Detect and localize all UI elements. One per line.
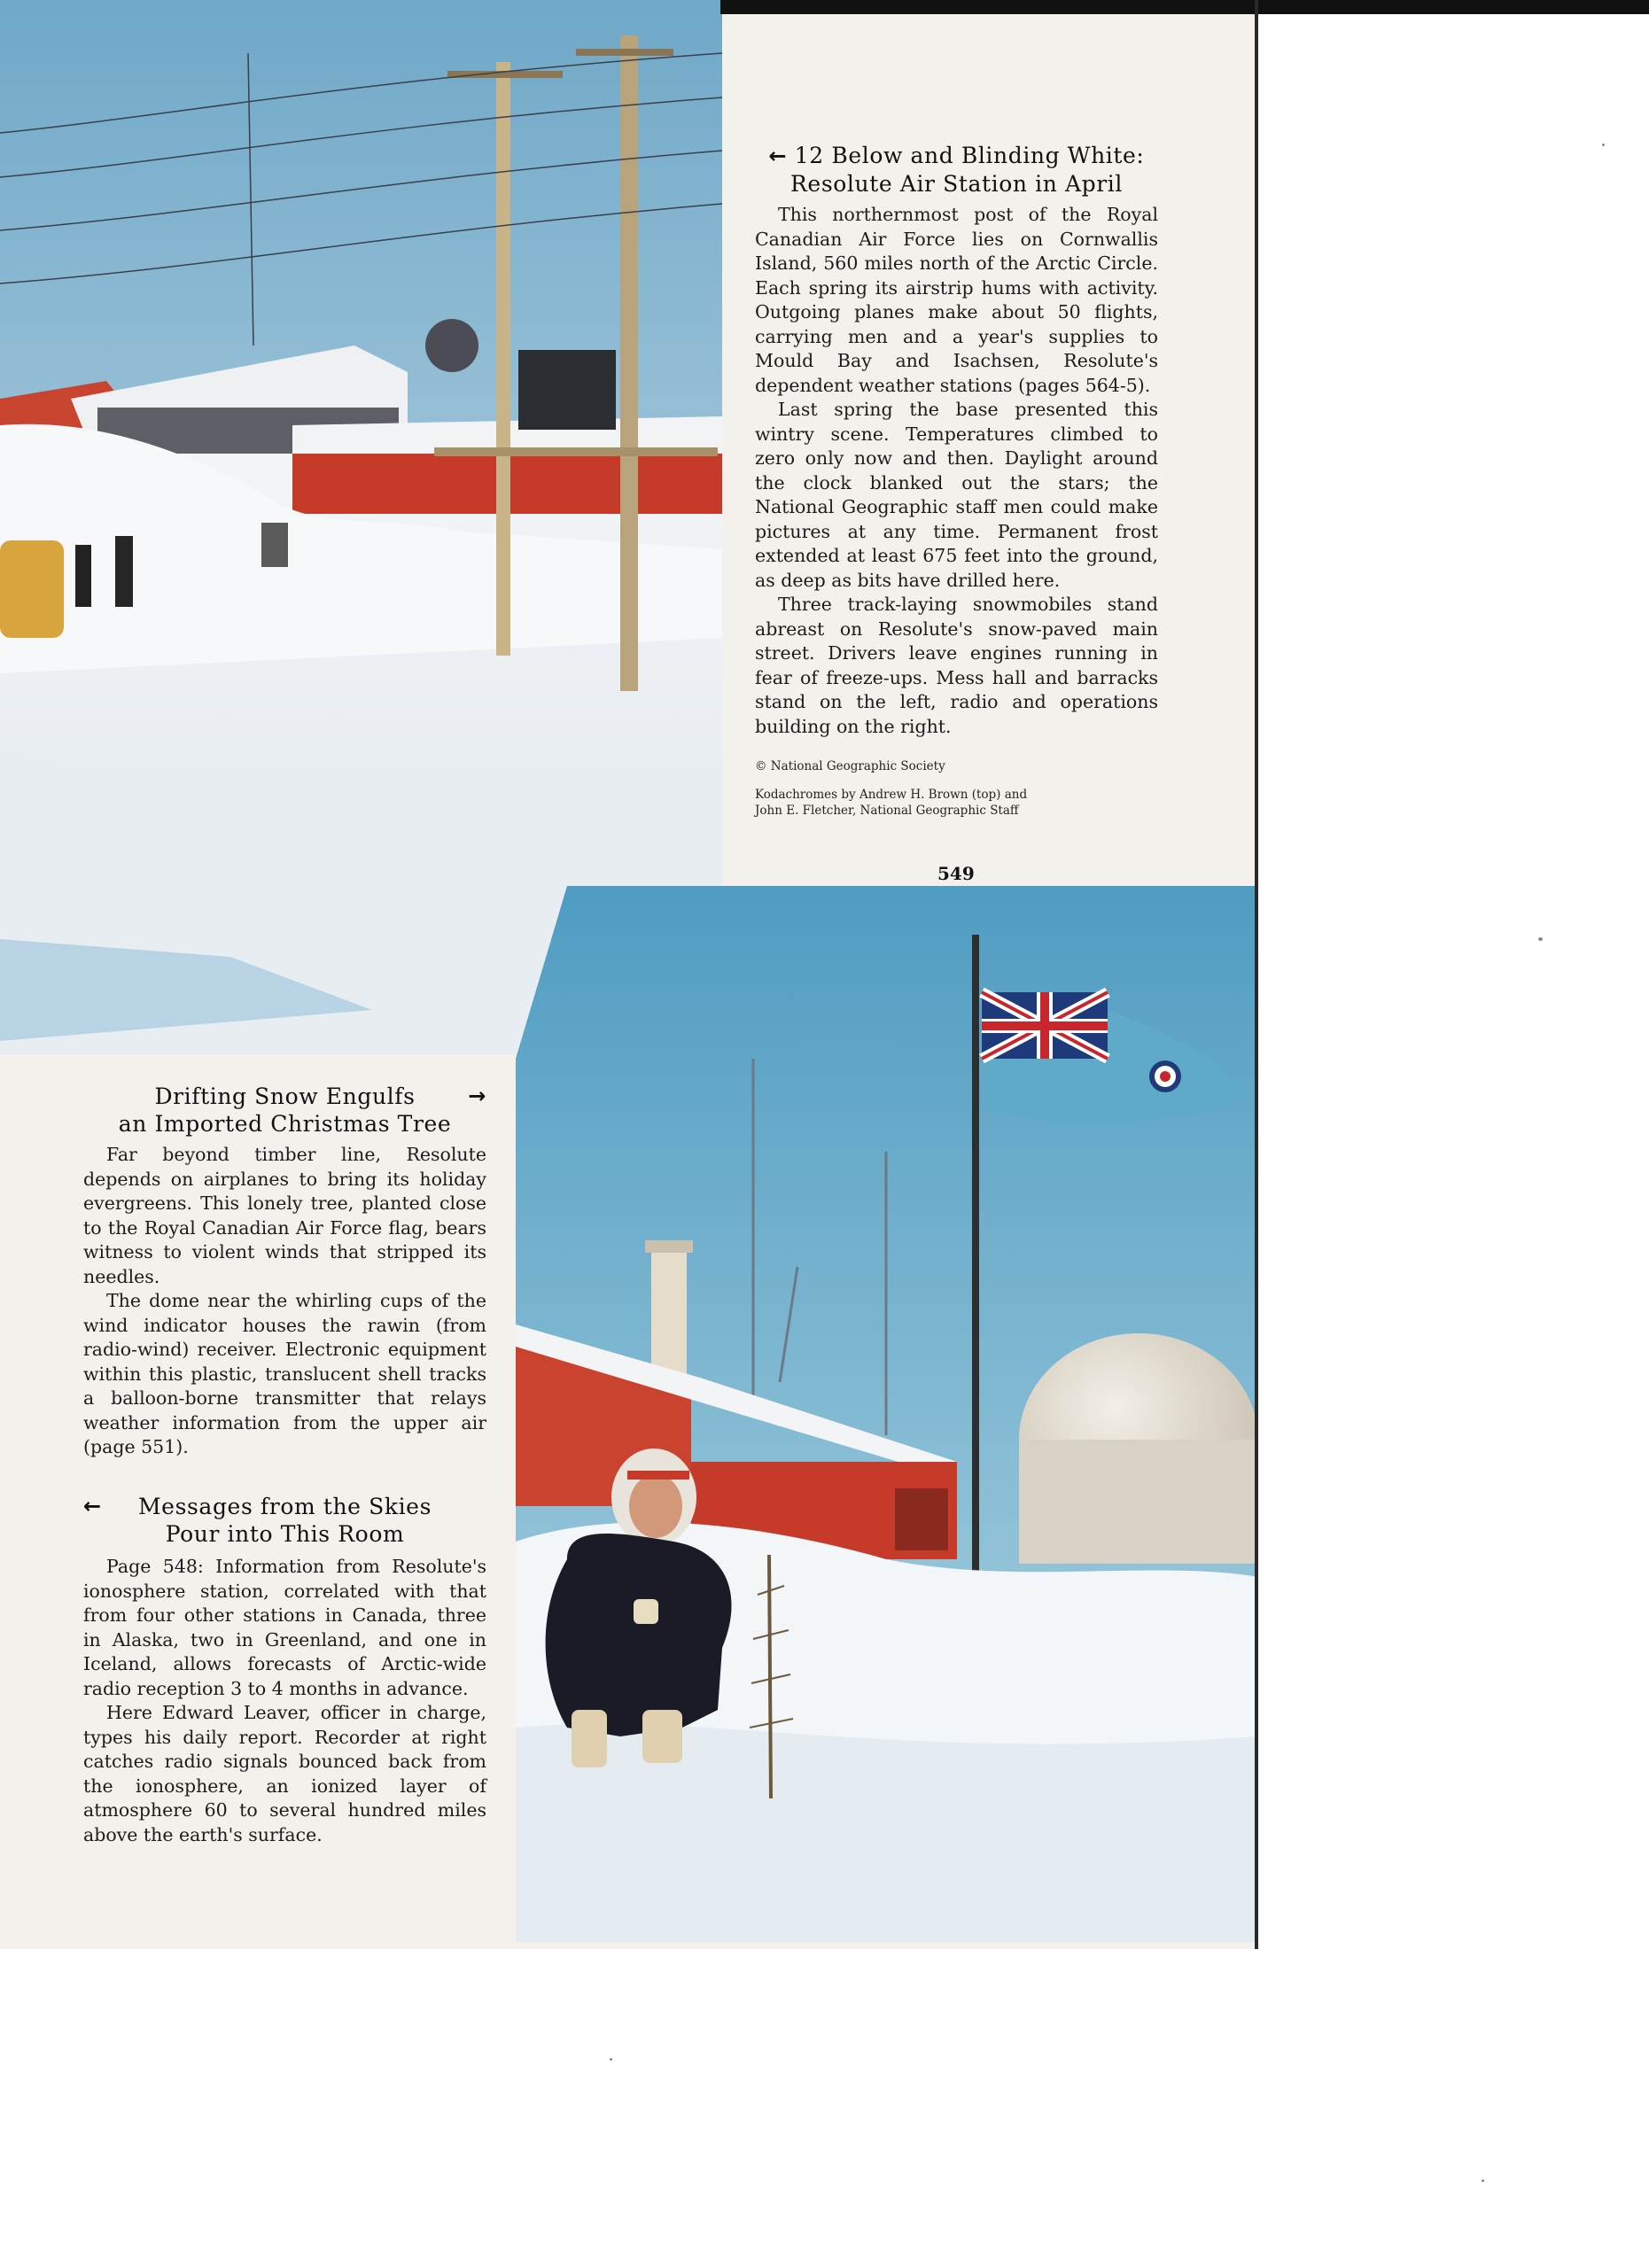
dust-speck (1538, 937, 1543, 941)
arrow-left-icon: ← (768, 144, 788, 168)
photo-credit-line2: John E. Fletcher, National Geographic Staff (755, 804, 1019, 818)
top-caption-title-line1: 12 Below and Blinding White: (794, 143, 1145, 168)
bottom-caption-paragraph: Here Edward Leaver, officer in charge, types his daily report. Recorder at right catches radio signals bounced back from the ionosphere, an ionized layer of atmosphere 60 to several hundred miles above the earth's surface. (83, 1702, 486, 1845)
bottom-caption-paragraph: Page 548: Information from Resolute's ionosphere station, correlated with that from four other stations in Canada, three in Alaska, two in Greenland, and one in Iceland, allows forecasts of Arctic-wide radio reception 3 to 4 months in advance. (83, 1556, 486, 1699)
bottom-caption-body (83, 1555, 486, 1847)
top-caption-title (755, 142, 1158, 198)
scan-edge-right (1255, 0, 1258, 1949)
bottom-caption-title (83, 1493, 486, 1548)
middle-caption-title (83, 1083, 486, 1138)
bottom-caption-title-line2: Pour into This Room (165, 1521, 405, 1547)
page-number: 549 (937, 863, 975, 884)
arrow-right-icon: → (468, 1084, 486, 1108)
bottom-caption-title-line1: Messages from the Skies (137, 1494, 432, 1519)
dust-speck (1602, 144, 1605, 146)
middle-caption-body (83, 1143, 486, 1460)
copyright: © National Geographic Society (755, 759, 945, 773)
dust-speck (610, 2058, 612, 2061)
top-caption-title-line2: Resolute Air Station in April (790, 171, 1123, 197)
arrow-left-icon: ← (83, 1494, 102, 1518)
top-caption-body (755, 203, 1158, 739)
top-caption-paragraph: This northernmost post of the Royal Canadian Air Force lies on Cornwallis Island, 560 miles north of the Arctic Circle. Each spring its airstrip hums with activity. Outgoing planes make about 50 flights, carrying men and a year's supplies to Mould Bay and Isachsen, Resolute's dependent weather stations (pages 564-5). (755, 204, 1158, 396)
dust-speck (1482, 2179, 1484, 2182)
middle-caption-paragraph: Far beyond timber line, Resolute depends on airplanes to bring its holiday evergreens. This lonely tree, planted close to the Royal Canadian Air Force flag, bears witness to violent winds that stripped its needles. (83, 1144, 486, 1287)
middle-caption-title-line1: Drifting Snow Engulfs (154, 1084, 416, 1109)
middle-caption-title-line2: an Imported Christmas Tree (118, 1111, 452, 1137)
photo-credit-line1: Kodachromes by Andrew H. Brown (top) and (755, 788, 1028, 802)
photo-credit (755, 787, 1158, 819)
middle-caption (83, 1083, 486, 1460)
bottom-caption (83, 1493, 486, 1847)
scan-edge-top (720, 0, 1649, 14)
bottom-photo (516, 886, 1258, 1942)
top-caption-paragraph: Last spring the base presented this wintry scene. Temperatures climbed to zero only now and then. Daylight around the clock blanked out the stars; the National Geographic staff men could make pictures at any time. Permanent frost extended at least 675 feet into the ground, as deep as bits have drilled here. (755, 399, 1158, 591)
middle-caption-paragraph: The dome near the whirling cups of the wind indicator houses the rawin (from radio-wind) receiver. Electronic equipment within this plastic, translucent shell tracks a balloon-borne transmitter that relays weather information from the upper air (page 551). (83, 1290, 486, 1457)
top-caption-paragraph: Three track-laying snowmobiles stand abreast on Resolute's snow-paved main street. Drivers leave engines running in fear of freeze-ups. Mess hall and barracks stand on the left, radio and operations building on the right. (755, 594, 1158, 737)
top-caption (755, 142, 1158, 819)
